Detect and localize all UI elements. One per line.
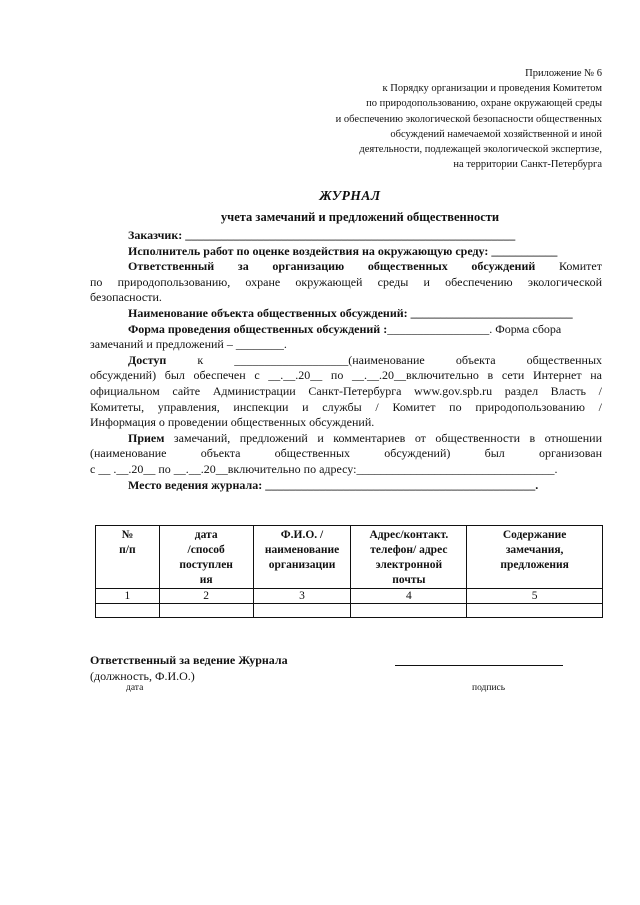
signature-label: подпись: [472, 683, 506, 693]
header-text: электронной: [375, 559, 443, 571]
header-content: [467, 526, 603, 589]
title-block: [0, 188, 640, 225]
access-line: [90, 353, 602, 369]
header-text: Содержание: [502, 529, 567, 541]
column-number: 1: [96, 589, 160, 604]
appendix-line: обсуждений намечаемой хозяйственной и иной: [390, 128, 602, 140]
table-header-row: [96, 526, 603, 589]
access-text: к ___________________(наименование объекта общественных: [197, 352, 602, 367]
table-cell: [351, 604, 467, 618]
responsible-line: [90, 259, 602, 275]
column-number: 2: [159, 589, 253, 604]
signature-line: [395, 665, 563, 666]
table-cell: [253, 604, 351, 618]
header-text: /способ: [187, 544, 225, 556]
appendix-line: по природопользованию, охране окружающей среды: [366, 98, 602, 110]
header-text: Ф.И.О. /: [280, 529, 324, 541]
appendix-line: к Порядку организации и проведения Комитетом: [382, 83, 602, 95]
header-contacts: [351, 526, 467, 589]
appendix-line: на территории Санкт-Петербурга: [453, 159, 602, 171]
table-row: [96, 604, 603, 618]
document-subtitle: учета замечаний и предложений общественности: [220, 210, 500, 224]
responsible-title: Ответственный за ведение Журнала: [90, 653, 288, 667]
journal-table: [95, 525, 603, 618]
column-number: 5: [467, 589, 603, 604]
access-text: Комитеты, управления, инспекции и службы / Комитет по природопользованию /: [90, 399, 602, 414]
header-text: Адрес/контакт.: [369, 529, 449, 541]
form-line: [90, 322, 602, 338]
reception-text: с __ .__.20__ по __.__.20__включительно по адресу:_________________________________.: [90, 461, 558, 476]
access-text: официальном сайте Администрации Санкт-Петербурга www.gov.spb.ru раздел Власть /: [90, 383, 602, 398]
appendix-header: [282, 66, 602, 172]
header-text: наименование: [264, 544, 340, 556]
reception-label: Прием: [128, 430, 165, 445]
column-number: 3: [253, 589, 351, 604]
header-number: [96, 526, 160, 589]
form-value: _________________. Форма сбора: [387, 321, 562, 336]
table-number-row: [96, 589, 603, 604]
header-text: №: [121, 529, 134, 541]
object-name-field: Наименование объекта общественных обсуждений: ___________________________: [128, 305, 573, 320]
journal-place-field: Место ведения журнала: _____________________________________________.: [128, 477, 539, 492]
responsible-value: Комитет: [558, 259, 602, 274]
access-text: обсуждений) был обеспечен с __.__.20__ по __.__.20__включительно в сети Интернет на: [90, 368, 602, 383]
header-text: организации: [268, 559, 336, 571]
header-text: п/п: [119, 544, 136, 556]
access-text: Информация о проведении общественных обсуждений.: [90, 415, 375, 430]
reception-line: [90, 431, 602, 447]
header-text: телефон/ адрес: [370, 544, 448, 556]
customer-field: Заказчик: _______________________________________________________: [128, 228, 516, 242]
column-number: 4: [351, 589, 467, 604]
header-date: [159, 526, 253, 589]
responsible-footer: [90, 652, 288, 684]
form-label: Форма проведения общественных обсуждений :: [128, 321, 388, 336]
appendix-line: и обеспечению экологической безопасности общественных: [335, 113, 602, 125]
executor-field: Исполнитель работ по оценке воздействия на окружающую среду: ___________: [128, 243, 558, 258]
header-text: предложения: [500, 559, 569, 571]
access-label: Доступ: [128, 352, 167, 367]
responsible-text: по природопользованию, охране окружающей среды и обеспечению экологической: [90, 274, 602, 289]
header-name: [253, 526, 351, 589]
appendix-line: деятельности, подлежащей экологической экспертизе,: [359, 144, 602, 156]
table-cell: [467, 604, 603, 618]
form-line-2: замечаний и предложений – ________.: [90, 337, 287, 352]
responsible-text-end: безопасности.: [90, 290, 162, 305]
header-text: ия: [199, 574, 213, 586]
header-text: дата: [194, 529, 218, 541]
header-text: поступлен: [179, 559, 233, 571]
table-cell: [159, 604, 253, 618]
reception-text: замечаний, предложений и комментариев от общественности в отношении: [173, 430, 602, 445]
responsible-label: Ответственный за организацию общественных обсуждений: [128, 259, 536, 274]
date-label: дата: [126, 683, 144, 693]
document-title: ЖУРНАЛ: [319, 188, 381, 203]
table-cell: [96, 604, 160, 618]
form-body: [90, 228, 602, 493]
reception-text: (наименование объекта общественных обсуждений) был организован: [90, 446, 602, 461]
appendix-line: Приложение № 6: [525, 68, 602, 79]
position-label: (должность, Ф.И.О.): [90, 669, 195, 683]
header-text: почты: [392, 574, 426, 586]
header-text: замечания,: [505, 544, 564, 556]
